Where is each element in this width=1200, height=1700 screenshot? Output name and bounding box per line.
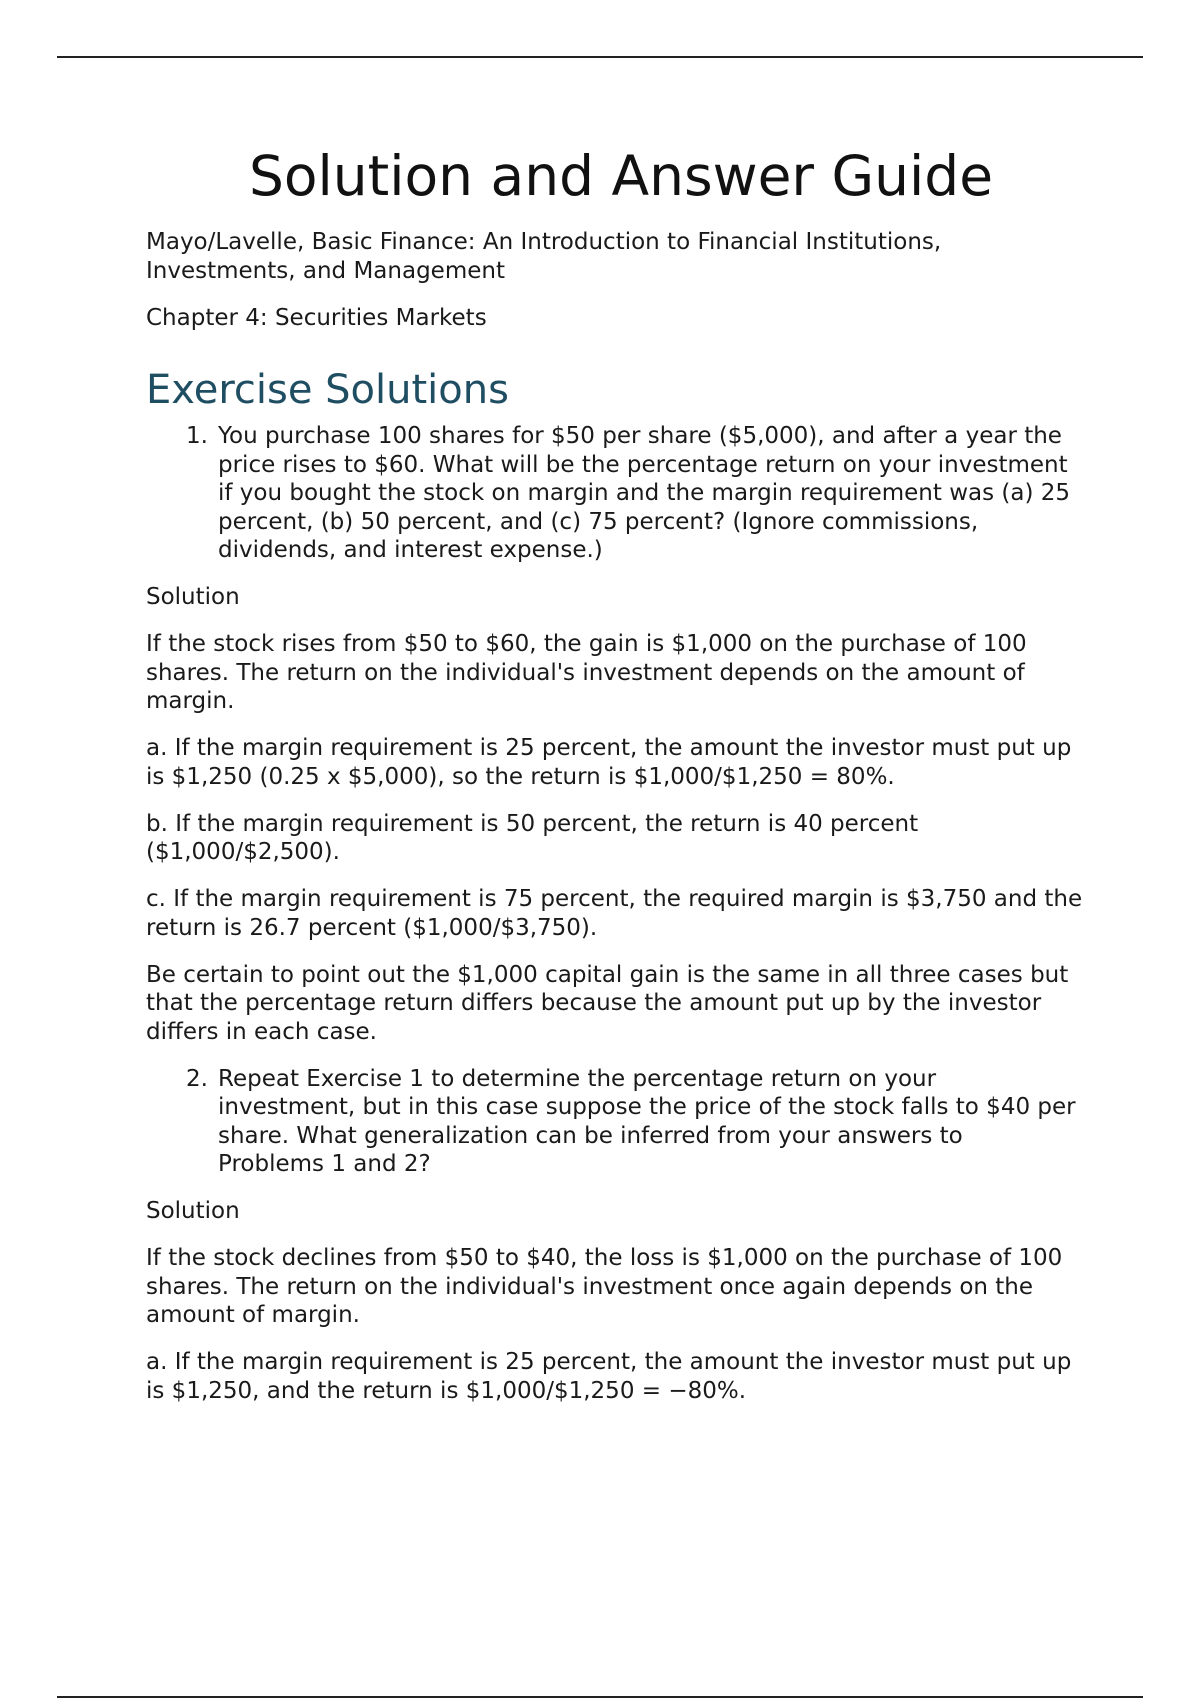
solution-paragraph: If the stock rises from $50 to $60, the gain is $1,000 on the purchase of 100 shares. The return on the individual's investment depends on the amount of margin.: [146, 631, 1027, 714]
exercise-question: Repeat Exercise 1 to determine the percentage return on your investment, but in this case suppose the price of the stock falls to $40 per share. What generalization can be inferred from your answers to Problems 1 and 2?: [218, 1065, 1076, 1177]
top-rule: [57, 56, 1143, 58]
book-reference: Mayo/Lavelle, Basic Finance: An Introduction to Financial Institutions, Investments, and Management: [146, 229, 942, 284]
section-heading: Exercise Solutions: [146, 367, 509, 413]
chapter-title: Chapter 4: Securities Markets: [146, 304, 487, 331]
exercise-2: [146, 1065, 1096, 1179]
solution-paragraph: b. If the margin requirement is 50 percent, the return is 40 percent ($1,000/$2,500).: [146, 810, 919, 865]
exercise-question: You purchase 100 shares for $50 per share ($5,000), and after a year the price rises to $60. What will be the percentage return on your investment if you bought the stock on margin and the margin requirement was (a) 25 percent, (b) 50 percent, and (c) 75 percent? (Ignore commissions, dividends, and interest expense.): [218, 423, 1071, 563]
bottom-rule: [57, 1696, 1143, 1698]
solution-paragraph: a. If the margin requirement is 25 percent, the amount the investor must put up is $1,250, and the return is $1,000/$1,250 = −80%.: [146, 1349, 1072, 1404]
exercise-number: 2.: [186, 1065, 208, 1092]
solution-paragraph: c. If the margin requirement is 75 percent, the required margin is $3,750 and the return is 26.7 percent ($1,000/$3,750).: [146, 886, 1083, 941]
page-content: [146, 140, 1096, 1424]
solution-label: Solution: [146, 1198, 240, 1224]
exercise-number: 1.: [186, 423, 208, 449]
exercise-1: [146, 422, 1096, 565]
solution-label: Solution: [146, 584, 240, 610]
solution-paragraph: If the stock declines from $50 to $40, the loss is $1,000 on the purchase of 100 shares. The return on the individual's investment once again depends on the amount of margin.: [146, 1245, 1063, 1328]
document-title: Solution and Answer Guide: [248, 144, 994, 208]
solution-paragraph: a. If the margin requirement is 25 percent, the amount the investor must put up is $1,250 (0.25 x $5,000), so the return is $1,000/$1,250 = 80%.: [146, 735, 1072, 790]
solution-paragraph: Be certain to point out the $1,000 capital gain is the same in all three cases but that the percentage return differs because the amount put up by the investor differs in each case.: [146, 961, 1069, 1045]
